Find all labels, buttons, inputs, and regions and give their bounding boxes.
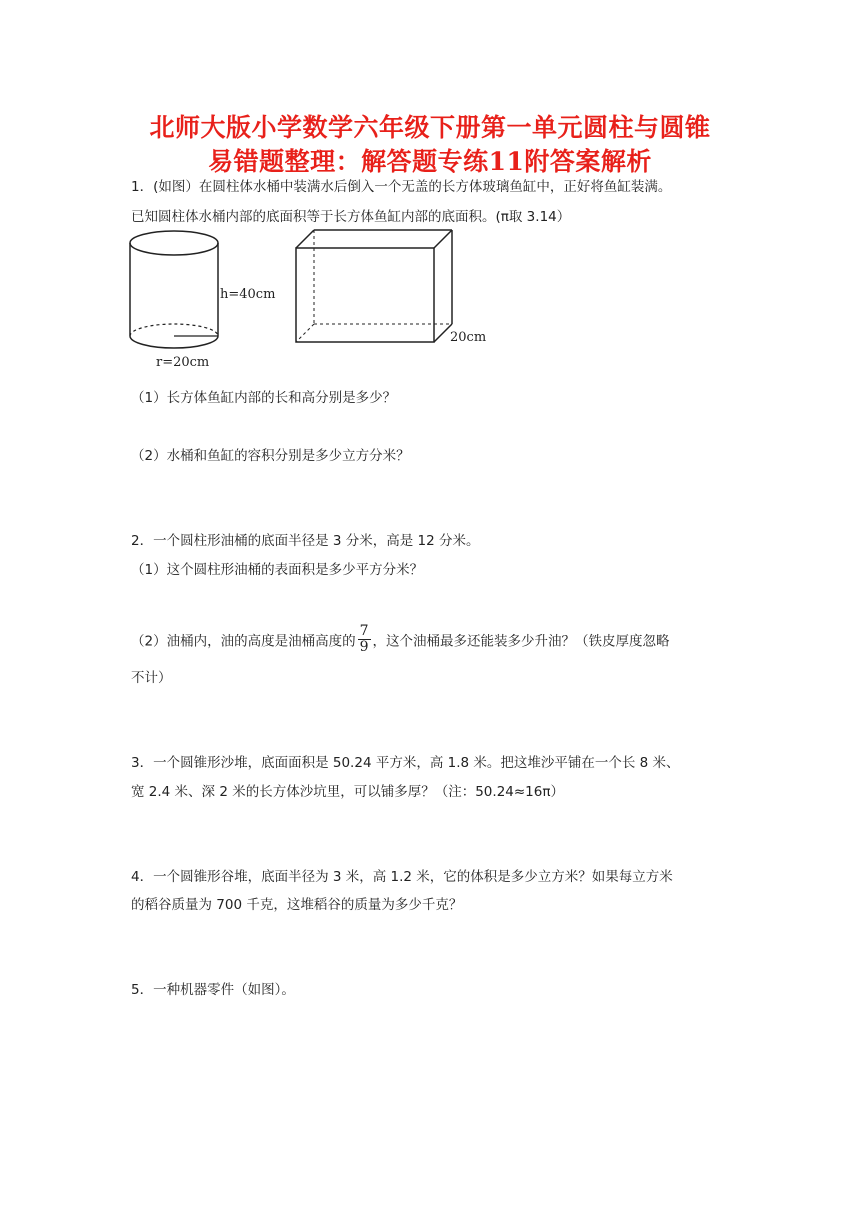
rectangular-tank-figure — [292, 226, 492, 351]
document-title-line-2: 易错题整理：解答题专练11附答案解析 — [208, 147, 652, 176]
q2-sub-question-2 — [131, 623, 670, 657]
cylinder-figure — [128, 226, 288, 371]
q1-sub-question-2: （2）水桶和鱼缸的容积分别是多少立方分米？ — [131, 448, 410, 464]
q3-text-line-2: 宽 2.4 米、深 2 米的长方体沙坑里，可以铺多厚？（注：50.24≈16π） — [131, 784, 564, 800]
fraction-seven-ninths — [358, 624, 371, 655]
q3-text-line-1: 3．一个圆锥形沙堆，底面面积是 50.24 平方米，高 1.8 米。把这堆沙平铺在一个长 8 米、 — [131, 755, 680, 771]
tank-width-label: 20cm — [450, 330, 487, 345]
q1-text-line-2: 已知圆柱体水桶内部的底面积等于长方体鱼缸内部的底面积。(π取 3.14） — [131, 209, 571, 225]
q4-text-line-2: 的稻谷质量为 700 千克，这堆稻谷的质量为多少千克？ — [131, 897, 463, 913]
q5-text-line-1: 5．一种机器零件（如图）。 — [131, 982, 295, 998]
q2-sub-question-2-start: （2）油桶内，油的高度是油桶高度的 — [131, 633, 356, 650]
q1-text-line-1: 1．(如图）在圆柱体水桶中装满水后倒入一个无盖的长方体玻璃鱼缸中，正好将鱼缸装满。 — [131, 179, 672, 195]
fraction-numerator: 7 — [359, 623, 369, 639]
fraction-denominator: 9 — [359, 639, 369, 655]
q2-sub-question-2-end: ，这个油桶最多还能装多少升油？（铁皮厚度忽略 — [372, 633, 670, 650]
cylinder-radius-label: r=20cm — [156, 355, 210, 370]
q2-sub-question-2-line-2: 不计） — [131, 670, 172, 686]
q2-sub-question-1: （1）这个圆柱形油桶的表面积是多少平方分米？ — [131, 562, 424, 578]
document-title-line-1: 北师大版小学数学六年级下册第一单元圆柱与圆锥 — [149, 113, 711, 142]
q2-text-line-1: 2．一个圆柱形油桶的底面半径是 3 分米，高是 12 分米。 — [131, 533, 480, 549]
q1-sub-question-1: （1）长方体鱼缸内部的长和高分别是多少？ — [131, 390, 397, 406]
cylinder-height-label: h=40cm — [220, 287, 276, 302]
q4-text-line-1: 4．一个圆锥形谷堆，底面半径为 3 米，高 1.2 米，它的体积是多少立方米？如果每立方米 — [131, 869, 673, 885]
